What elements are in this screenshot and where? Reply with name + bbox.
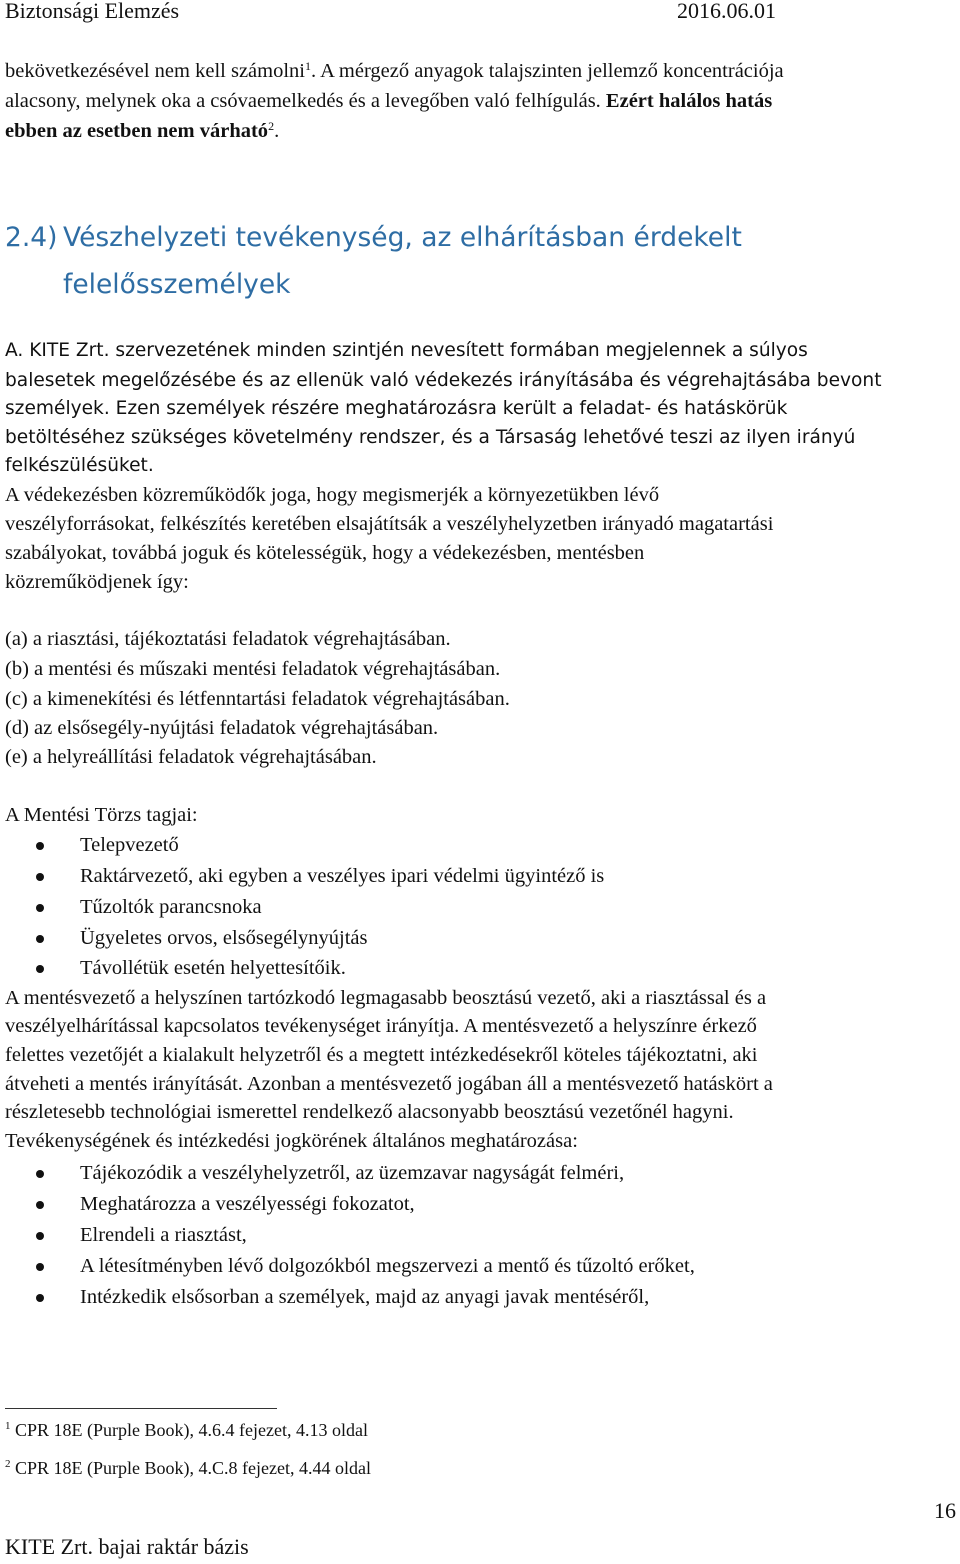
bullet-icon — [36, 1263, 44, 1271]
bullet-icon — [36, 1170, 44, 1178]
member-item: Távollétük esetén helyettesítőik. — [80, 957, 346, 979]
intro-line-3: ebben az esetben nem várható$^2$. — [5, 119, 280, 142]
para3-line: felettes vezetőjét a kialakult helyzetről és a megtett intézkedésekről köteles tájékoztatni, aki — [5, 1044, 758, 1066]
bullet-icon — [36, 842, 44, 850]
footnote: $^1$ CPR 18E (Purple Book), 4.6.4 fejezet, 4.13 oldal — [5, 1420, 368, 1440]
members-title: A Mentési Törzs tagjai: — [5, 804, 198, 826]
task-item: (c) a kimenekítési és létfenntartási feladatok végrehajtásában. — [5, 688, 510, 710]
para3-line: A mentésvezető a helyszínen tartózkodó legmagasabb beosztású vezető, aki a riasztással és a — [5, 987, 767, 1009]
bullet-icon — [36, 1201, 44, 1209]
section-title-line-2: felelősszemélyek — [63, 269, 291, 300]
bullet-icon — [36, 1232, 44, 1240]
bullet-icon — [36, 904, 44, 912]
page-number: 16 — [934, 1498, 956, 1523]
member-item: Telepvezető — [80, 834, 179, 856]
section-title-line-1: Vészhelyzeti tevékenység, az elhárításban érdekelt — [63, 222, 742, 253]
task-item: (b) a mentési és műszaki mentési feladatok végrehajtásában. — [5, 658, 501, 680]
intro-line-2: alacsony, melynek oka a csóvaemelkedés és a levegőben való felhígulás. Ezért halálos hatás — [5, 90, 773, 112]
duty-item: Tájékozódik a veszélyhelyzetről, az üzemzavar nagyságát felméri, — [80, 1162, 625, 1184]
section-heading — [5, 214, 905, 308]
member-item: Raktárvezető, aki egyben a veszélyes ipari védelmi ügyintéző is — [80, 865, 605, 887]
para1-line: balesetek megelőzésébe és az ellenük való védekezés irányításába és végrehajtásába bevont — [5, 370, 882, 391]
para1-line: felkészülésüket. — [5, 455, 154, 476]
task-item: (a) a riasztási, tájékoztatási feladatok végrehajtásában. — [5, 628, 451, 650]
footnote: $^2$ CPR 18E (Purple Book), 4.C.8 fejezet, 4.44 oldal — [5, 1458, 371, 1478]
para3-line: veszélyelhárítással kapcsolatos tevékenységet irányítja. A mentésvezető a helyszínre érkező — [5, 1015, 757, 1037]
para1-line: személyek. Ezen személyek részére meghatározásra került a feladat- és hatáskörük — [5, 398, 788, 419]
footnote-ref-1: 1 — [304, 59, 311, 73]
para3-line: Tevékenységének és intézkedési jogkörének általános meghatározása: — [5, 1130, 578, 1152]
bullet-icon — [36, 873, 44, 881]
duty-item: A létesítményben lévő dolgozókból megszervezi a mentő és tűzoltó erőket, — [80, 1255, 695, 1277]
para1-line: A. KITE Zrt. szervezetének minden szintjén nevesített formában megjelennek a súlyos — [5, 340, 808, 361]
footnote-ref-2: 2 — [268, 119, 275, 133]
task-item: (e) a helyreállítási feladatok végrehajtásában. — [5, 746, 377, 768]
intro-line-1: bekövetkezésével nem kell számolni$^1$. A mérgező anyagok talajszinten jellemző koncentrációja — [5, 59, 784, 82]
header-date: 2016.06.01 — [677, 0, 776, 23]
section-number: 2.4) — [5, 222, 58, 253]
task-item: (d) az elsősegély-nyújtási feladatok végrehajtásában. — [5, 717, 439, 739]
para1-line: betöltéséhez szükséges követelmény rendszer, és a Társaság lehetővé teszi az ilyen irányú — [5, 427, 856, 448]
para2-line: veszélyforrásokat, felkészítés keretében elsajátítsák a veszélyhelyzetben irányadó magatartási — [5, 513, 774, 535]
footnote-separator — [5, 1408, 277, 1409]
member-item: Tűzoltók parancsnoka — [80, 896, 262, 918]
duty-item: Elrendeli a riasztást, — [80, 1224, 247, 1246]
duty-item: Meghatározza a veszélyességi fokozatot, — [80, 1193, 415, 1215]
duty-item: Intézkedik elsősorban a személyek, majd az anyagi javak mentéséről, — [80, 1286, 650, 1308]
para2-line: közreműködjenek így: — [5, 571, 189, 593]
bullet-icon — [36, 965, 44, 973]
member-item: Ügyeletes orvos, elsősegélynyújtás — [80, 927, 368, 949]
header-title: Biztonsági Elemzés — [5, 0, 180, 23]
para3-line: átveheti a mentés irányítását. Azonban a mentésvezető jogában áll a mentésvezető hatáskört a — [5, 1073, 773, 1095]
para3-line: részletesebb technológiai ismerettel rendelkező alacsonyabb beosztású vezetőnél hagyni. — [5, 1101, 734, 1123]
bullet-icon — [36, 935, 44, 943]
footer-text: KITE Zrt. bajai raktár bázis — [5, 1534, 249, 1559]
bullet-icon — [36, 1294, 44, 1302]
para2-line: szabályokat, továbbá joguk és kötelességük, hogy a védekezésben, mentésben — [5, 542, 645, 564]
para2-line: A védekezésben közreműködők joga, hogy megismerjék a környezetükben lévő — [5, 484, 660, 506]
